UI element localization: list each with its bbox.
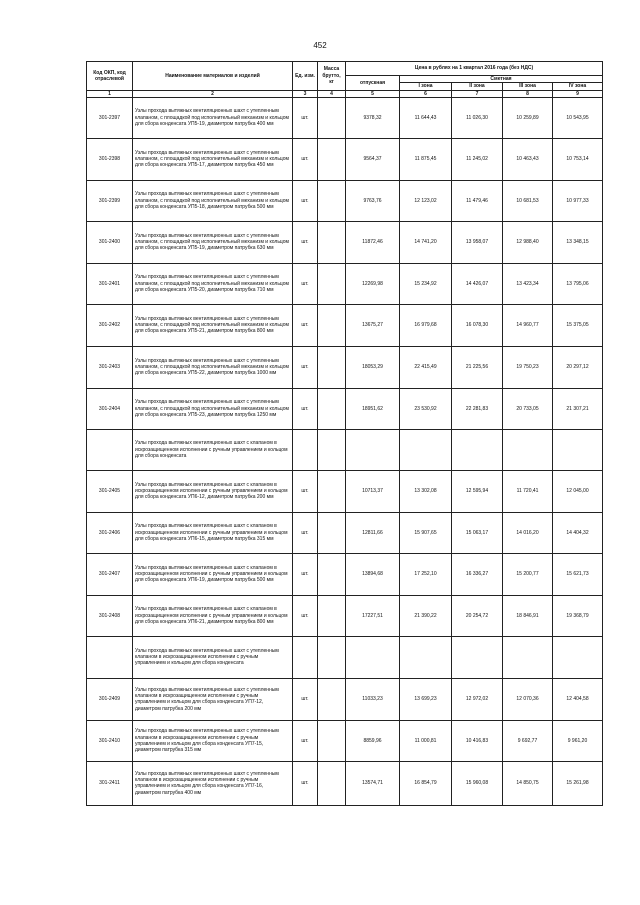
row-code: 301-2404 [87,388,133,429]
table-row [87,221,603,263]
row-unit: шт. [293,346,318,388]
row-zone-3-price: 9 692,77 [503,720,553,761]
table-body [87,97,603,805]
row-zone-2-price: 15 063,17 [452,512,503,553]
table-row [87,180,603,221]
row-zone-1-price: 14 741,20 [400,221,452,263]
row-zone-4-price: 19 368,79 [553,595,603,636]
row-zone-3-price: 14 016,20 [503,512,553,553]
header-zone-2: II зона [452,83,503,90]
row-name: Узлы прохода вытяжных вентиляционных шахт с утепленным клапаном в искрозащищенном исполнении с ручным управлением и кольцом для сбора конденсата УП7-15, диаметром патрубка 315 мм [133,720,293,761]
row-zone-2-price [452,429,503,470]
row-release-price: 9763,76 [346,180,400,221]
row-zone-2-price: 11 026,30 [452,97,503,138]
row-zone-4-price: 13 348,15 [553,221,603,263]
row-zone-4-price: 20 297,12 [553,346,603,388]
row-mass [318,720,346,761]
column-number: 1 [87,90,133,97]
row-zone-2-price: 15 960,08 [452,761,503,805]
row-release-price: 13574,71 [346,761,400,805]
column-number: 4 [318,90,346,97]
row-release-price: 12811,66 [346,512,400,553]
row-name: Узлы прохода вытяжных вентиляционных шахт с утепленным клапаном, с площадкой под исполнительный механизм и кольцом для сбора конденсата УП5-19, диаметром патрубка 400 мм [133,97,293,138]
row-zone-3-price: 14 850,75 [503,761,553,805]
row-zone-1-price: 16 979,68 [400,304,452,346]
row-zone-1-price: 23 530,92 [400,388,452,429]
row-unit [293,636,318,678]
table-row [87,720,603,761]
column-number: 7 [452,90,503,97]
row-release-price: 12269,98 [346,263,400,304]
row-code: 301-2409 [87,678,133,720]
row-zone-3-price: 18 846,91 [503,595,553,636]
row-zone-4-price: 14 404,32 [553,512,603,553]
row-mass [318,429,346,470]
row-mass [318,346,346,388]
row-zone-4-price: 21 307,21 [553,388,603,429]
row-release-price: 18951,62 [346,388,400,429]
row-zone-4-price: 15 375,05 [553,304,603,346]
table-row [87,429,603,470]
column-number: 5 [346,90,400,97]
table-row [87,470,603,512]
table-row [87,636,603,678]
row-name: Узлы прохода вытяжных вентиляционных шахт с утепленным клапаном, с площадкой под исполнительный механизм и кольцом для сбора конденсата УП5-20, диаметром патрубка 710 мм [133,263,293,304]
row-zone-1-price: 15 907,65 [400,512,452,553]
row-name: Узлы прохода вытяжных вентиляционных шахт с утепленным клапаном, с площадкой под исполнительный механизм и кольцом для сбора конденсата УП5-23, диаметром патрубка 1250 мм [133,388,293,429]
row-zone-3-price: 10 681,53 [503,180,553,221]
row-zone-2-price: 11 479,46 [452,180,503,221]
row-release-price: 9564,37 [346,138,400,180]
row-code: 301-2399 [87,180,133,221]
row-code: 301-2408 [87,595,133,636]
row-mass [318,470,346,512]
row-zone-3-price: 10 463,43 [503,138,553,180]
row-unit: шт. [293,553,318,595]
row-zone-4-price: 13 795,06 [553,263,603,304]
table-row [87,263,603,304]
row-mass [318,553,346,595]
row-zone-1-price: 17 252,10 [400,553,452,595]
row-zone-2-price: 14 426,07 [452,263,503,304]
row-name: Узлы прохода вытяжных вентиляционных шахт с клапаном в искрозащищенном исполнении с ручным управлением и кольцом для сбора конденсата УП6-19, диаметром патрубка 500 мм [133,553,293,595]
row-zone-3-price: 12 988,40 [503,221,553,263]
row-zone-3-price: 14 960,77 [503,304,553,346]
price-table [86,61,603,806]
row-zone-2-price: 12 972,02 [452,678,503,720]
row-name: Узлы прохода вытяжных вентиляционных шахт с утепленным клапаном, с площадкой под исполнительный механизм и кольцом для сбора конденсата УП5-18, диаметром патрубка 500 мм [133,180,293,221]
row-zone-1-price: 11 644,43 [400,97,452,138]
header-zone-1: I зона [400,83,452,90]
column-number-row [87,90,603,97]
header-release: отпускная [346,76,400,91]
header-zone-4: IV зона [553,83,603,90]
row-zone-3-price [503,636,553,678]
table-row [87,346,603,388]
row-release-price: 17227,51 [346,595,400,636]
row-mass [318,388,346,429]
row-unit: шт. [293,97,318,138]
row-zone-4-price: 10 753,14 [553,138,603,180]
row-zone-2-price: 13 958,07 [452,221,503,263]
column-number: 9 [553,90,603,97]
table-row [87,595,603,636]
row-name: Узлы прохода вытяжных вентиляционных шахт с утепленным клапаном, с площадкой под исполнительный механизм и кольцом для сбора конденсата УП5-21, диаметром патрубка 800 мм [133,304,293,346]
row-zone-4-price: 15 261,98 [553,761,603,805]
row-mass [318,595,346,636]
row-mass [318,512,346,553]
row-release-price: 8859,96 [346,720,400,761]
row-zone-4-price: 10 977,33 [553,180,603,221]
row-zone-1-price: 13 302,08 [400,470,452,512]
row-code: 301-2397 [87,97,133,138]
row-unit: шт. [293,180,318,221]
row-unit: шт. [293,221,318,263]
row-unit: шт. [293,388,318,429]
row-zone-1-price: 11 875,45 [400,138,452,180]
table-row [87,761,603,805]
row-zone-3-price: 15 200,77 [503,553,553,595]
row-zone-2-price: 10 416,83 [452,720,503,761]
column-number: 6 [400,90,452,97]
row-release-price: 10713,37 [346,470,400,512]
row-unit [293,429,318,470]
table-row [87,512,603,553]
row-name: Узлы прохода вытяжных вентиляционных шахт с клапаном в искрозащищенном исполнении с ручным управлением и кольцом для сбора конденсата УП6-21, диаметром патрубка 800 мм [133,595,293,636]
table-row [87,97,603,138]
row-code [87,636,133,678]
row-zone-4-price [553,636,603,678]
row-unit: шт. [293,595,318,636]
table-row [87,304,603,346]
row-zone-3-price [503,429,553,470]
row-zone-4-price: 12 045,00 [553,470,603,512]
row-unit: шт. [293,470,318,512]
row-release-price [346,636,400,678]
column-number: 8 [503,90,553,97]
row-zone-2-price: 12 595,94 [452,470,503,512]
row-zone-4-price: 9 961,20 [553,720,603,761]
row-zone-3-price: 12 070,36 [503,678,553,720]
header-mass: Масса брутто, кг [318,62,346,91]
header-estimate: Сметная [400,76,603,83]
row-zone-1-price: 12 123,02 [400,180,452,221]
row-zone-1-price: 22 415,49 [400,346,452,388]
row-code: 301-2406 [87,512,133,553]
header-name: Наименование материалов и изделий [133,62,293,91]
table-row [87,388,603,429]
row-release-price: 13675,27 [346,304,400,346]
row-mass [318,304,346,346]
row-mass [318,761,346,805]
row-zone-3-price: 20 733,05 [503,388,553,429]
row-zone-1-price: 13 699,23 [400,678,452,720]
row-unit: шт. [293,761,318,805]
row-zone-1-price: 11 000,81 [400,720,452,761]
column-number: 3 [293,90,318,97]
row-zone-3-price: 10 259,89 [503,97,553,138]
row-zone-4-price [553,429,603,470]
row-unit: шт. [293,720,318,761]
row-code: 301-2401 [87,263,133,304]
row-release-price [346,429,400,470]
header-unit: Ед. изм. [293,62,318,91]
row-code: 301-2410 [87,720,133,761]
row-unit: шт. [293,304,318,346]
row-zone-2-price: 11 245,02 [452,138,503,180]
row-name: Узлы прохода вытяжных вентиляционных шахт с клапаном в искрозащищенном исполнении с ручным управлением и кольцом для сбора конденсата УП6-12, диаметром патрубка 200 мм [133,470,293,512]
row-mass [318,180,346,221]
row-zone-3-price: 13 423,34 [503,263,553,304]
header-price-group: Цена в рублях на 1 квартал 2016 года (без НДС) [346,62,603,76]
row-name: Узлы прохода вытяжных вентиляционных шахт с утепленным клапаном, с площадкой под исполнительный механизм и кольцом для сбора конденсата УП5-19, диаметром патрубка 630 мм [133,221,293,263]
row-unit: шт. [293,138,318,180]
row-zone-1-price [400,636,452,678]
page-number: 452 [313,41,327,50]
row-zone-2-price [452,636,503,678]
header-code: Код ОКП, код отраслевой [87,62,133,91]
row-mass [318,636,346,678]
header-zone-3: III зона [503,83,553,90]
row-code [87,429,133,470]
row-name: Узлы прохода вытяжных вентиляционных шахт с клапаном в искрозащищенном исполнении с ручным управлением и кольцом для сбора конденсата [133,429,293,470]
row-name: Узлы прохода вытяжных вентиляционных шахт с утепленным клапаном в искрозащищенном исполнении с ручным управлением и кольцом для сбора конденсата [133,636,293,678]
row-unit: шт. [293,263,318,304]
row-zone-4-price: 10 543,95 [553,97,603,138]
row-unit: шт. [293,678,318,720]
row-zone-1-price [400,429,452,470]
row-name: Узлы прохода вытяжных вентиляционных шахт с клапаном в искрозащищенном исполнении с ручным управлением и кольцом для сбора конденсата УП6-15, диаметром патрубка 315 мм [133,512,293,553]
row-release-price: 9378,32 [346,97,400,138]
table-row [87,553,603,595]
row-code: 301-2407 [87,553,133,595]
row-release-price: 13894,68 [346,553,400,595]
row-zone-4-price: 15 621,73 [553,553,603,595]
row-name: Узлы прохода вытяжных вентиляционных шахт с утепленным клапаном, с площадкой под исполнительный механизм и кольцом для сбора конденсата УП5-22, диаметром патрубка 1000 мм [133,346,293,388]
row-unit: шт. [293,512,318,553]
row-zone-2-price: 20 254,72 [452,595,503,636]
row-zone-1-price: 16 854,79 [400,761,452,805]
row-release-price: 11872,46 [346,221,400,263]
table-row [87,678,603,720]
row-code: 301-2403 [87,346,133,388]
row-code: 301-2405 [87,470,133,512]
row-zone-1-price: 15 234,92 [400,263,452,304]
table-row [87,138,603,180]
row-release-price: 11033,23 [346,678,400,720]
row-zone-2-price: 22 281,83 [452,388,503,429]
column-number: 2 [133,90,293,97]
row-name: Узлы прохода вытяжных вентиляционных шахт с утепленным клапаном в искрозащищенном исполнении с ручным управлением и кольцом для сбора конденсата УП7-16, диаметром патрубка 400 мм [133,761,293,805]
row-release-price: 18053,29 [346,346,400,388]
row-code: 301-2398 [87,138,133,180]
row-mass [318,97,346,138]
row-mass [318,138,346,180]
row-zone-2-price: 16 336,27 [452,553,503,595]
row-code: 301-2411 [87,761,133,805]
row-mass [318,263,346,304]
row-code: 301-2400 [87,221,133,263]
row-name: Узлы прохода вытяжных вентиляционных шахт с утепленным клапаном в искрозащищенном исполнении с ручным управлением и кольцом для сбора конденсата УП7-12, диаметром патрубка 200 мм [133,678,293,720]
row-code: 301-2402 [87,304,133,346]
row-zone-1-price: 21 390,22 [400,595,452,636]
row-zone-2-price: 16 078,30 [452,304,503,346]
row-name: Узлы прохода вытяжных вентиляционных шахт с утепленным клапаном, с площадкой под исполнительный механизм и кольцом для сбора конденсата УП5-17, диаметром патрубка 450 мм [133,138,293,180]
row-zone-3-price: 19 750,23 [503,346,553,388]
row-zone-4-price: 12 404,58 [553,678,603,720]
row-zone-2-price: 21 225,56 [452,346,503,388]
row-mass [318,221,346,263]
row-mass [318,678,346,720]
row-zone-3-price: 11 720,41 [503,470,553,512]
